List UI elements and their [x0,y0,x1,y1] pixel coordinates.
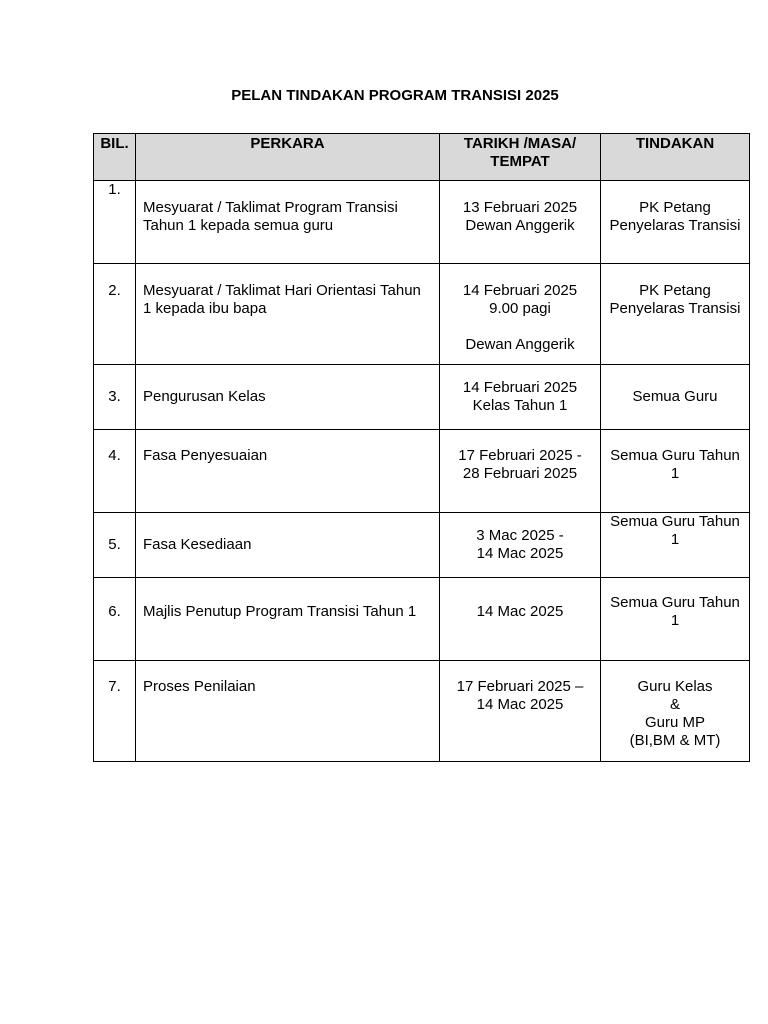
cell-bil [94,365,136,430]
tindakan-line: PK Petang [639,282,711,299]
tindakan-line: (BI,BM & MT) [629,732,721,749]
tarikh-line: Dewan Anggerik [465,217,575,234]
tarikh-line: 3 Mac 2025 - [476,527,564,544]
tindakan-line: Semua Guru Tahun [610,513,740,530]
table-row [94,513,750,578]
perkara-line: Tahun 1 kepada semua guru [143,217,334,234]
cell-tindakan [601,661,750,762]
tindakan-line: Penyelaras Transisi [609,217,741,234]
table-header-row [94,134,750,181]
tarikh-line: 17 Februari 2025 – [456,678,584,695]
tarikh-line: 9.00 pagi [489,300,551,317]
header-tindakan: TINDAKAN [601,134,750,181]
cell-tindakan [601,181,750,264]
bil-number: 7. [108,678,121,695]
perkara-line: Majlis Penutup Program Transisi Tahun 1 [143,603,417,620]
cell-tarikh [440,181,601,264]
cell-bil [94,430,136,513]
tindakan-line: Penyelaras Transisi [609,300,741,317]
cell-tindakan [601,264,750,365]
tarikh-line: 14 Februari 2025 [462,282,578,299]
cell-bil [94,264,136,365]
cell-perkara [136,181,440,264]
header-bil: BIL. [94,134,136,181]
tindakan-line: 1 [670,531,680,548]
tarikh-blank-line [440,318,600,336]
tarikh-line: Kelas Tahun 1 [472,397,568,414]
table-row [94,661,750,762]
table-row [94,365,750,430]
perkara-line: Mesyuarat / Taklimat Program Transisi [143,199,398,216]
cell-tindakan [601,365,750,430]
tarikh-line: 28 Februari 2025 [462,465,578,482]
tindakan-line: & [669,696,680,713]
cell-perkara [136,430,440,513]
header-tarikh [440,134,601,181]
cell-perkara [136,264,440,365]
tarikh-line: 14 Mac 2025 [476,545,564,562]
perkara-line: 1 kepada ibu bapa [143,300,267,317]
tarikh-line: 14 Mac 2025 [476,603,564,620]
tindakan-line: PK Petang [639,199,711,216]
tindakan-line: 1 [670,612,680,629]
cell-tarikh [440,430,601,513]
cell-tarikh [440,578,601,661]
cell-tindakan [601,430,750,513]
perkara-line: Fasa Penyesuaian [143,447,268,464]
cell-bil [94,513,136,578]
bil-number: 4. [108,447,121,464]
header-perkara: PERKARA [136,134,440,181]
header-tarikh-line: TEMPAT [490,153,550,170]
table-row [94,578,750,661]
tindakan-line: 1 [670,465,680,482]
tarikh-line: 14 Februari 2025 [462,379,578,396]
perkara-line: Mesyuarat / Taklimat Hari Orientasi Tahun [143,282,421,299]
action-plan-table [93,133,750,762]
cell-tarikh [440,365,601,430]
table-row [94,181,750,264]
bil-number: 5. [108,536,121,553]
table-row [94,430,750,513]
cell-tarikh [440,661,601,762]
tindakan-line: Semua Guru [632,388,718,405]
tindakan-line: Guru Kelas [637,678,713,695]
cell-tarikh [440,264,601,365]
cell-tarikh [440,513,601,578]
cell-bil [94,181,136,264]
perkara-line: Pengurusan Kelas [143,388,266,405]
tindakan-line: Guru MP [644,714,705,731]
bil-number: 1. [108,181,121,198]
tindakan-line: Semua Guru Tahun [610,594,740,611]
cell-perkara [136,513,440,578]
cell-tindakan [601,578,750,661]
perkara-line: Proses Penilaian [143,678,256,695]
tarikh-line: 17 Februari 2025 - [458,447,582,464]
bil-number: 3. [108,388,121,405]
cell-perkara [136,365,440,430]
document-title: PELAN TINDAKAN PROGRAM TRANSISI 2025 [231,87,559,104]
header-tarikh-line: TARIKH /MASA/ [463,135,577,152]
cell-perkara [136,578,440,661]
tarikh-line: Dewan Anggerik [465,336,575,353]
tarikh-line: 13 Februari 2025 [462,199,578,216]
bil-number: 2. [108,282,121,299]
table-row [94,264,750,365]
perkara-line: Fasa Kesediaan [143,536,252,553]
cell-tindakan [601,513,750,578]
tarikh-line: 14 Mac 2025 [476,696,564,713]
bil-number: 6. [108,603,121,620]
cell-perkara [136,661,440,762]
cell-bil [94,661,136,762]
tindakan-line: Semua Guru Tahun [610,447,740,464]
cell-bil [94,578,136,661]
